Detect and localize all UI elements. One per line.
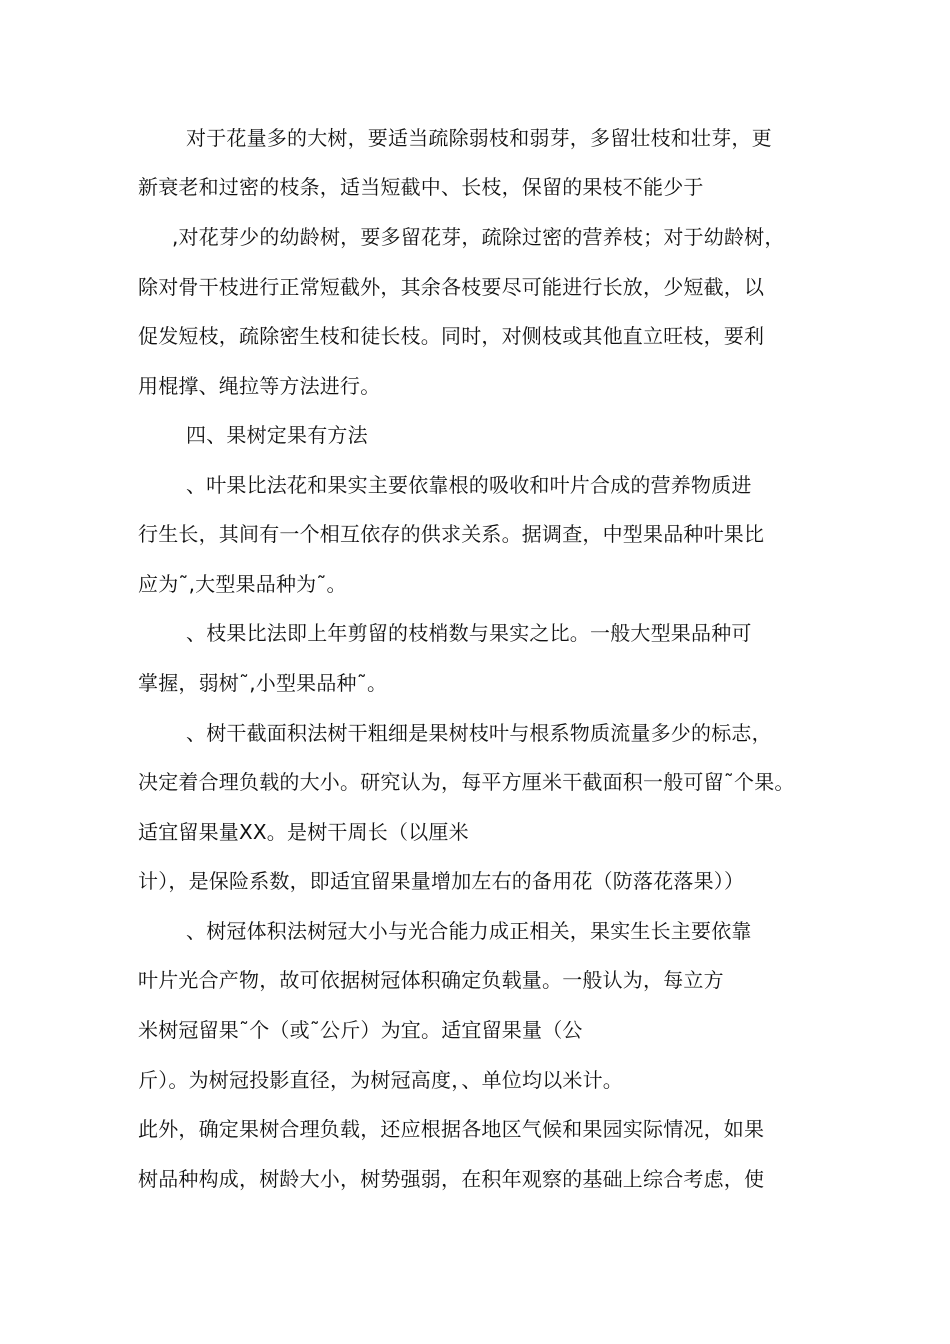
text-line-3: ,对花芽少的幼龄树，要多留花芽，疏除过密的营养枝；对于幼龄树， [172, 225, 785, 249]
text-line-18: 叶片光合产物，故可依据树冠体积确定负载量。一般认为，每立方 [138, 968, 724, 992]
text-line-1: 对于花量多的大树，要适当疏除弱枝和弱芽，多留壮枝和壮芽，更 [186, 126, 772, 150]
text-line-4: 除对骨干枝进行正常短截外，其余各枝要尽可能进行长放，少短截，以 [138, 275, 765, 299]
text-line-8: 、叶果比法花和果实主要依靠根的吸收和叶片合成的营养物质进 [186, 473, 752, 497]
text-line-17: 、树冠体积法树冠大小与光合能力成正相关，果实生长主要依靠 [186, 919, 752, 943]
text-line-5: 促发短枝，疏除密生枝和徒长枝。同时，对侧枝或其他直立旺枝，要利 [138, 324, 765, 348]
text-line-12: 掌握，弱树˜,小型果品种˜。 [138, 671, 388, 695]
text-line-22: 树品种构成，树龄大小，树势强弱，在积年观察的基础上综合考虑，使 [138, 1167, 765, 1191]
text-line-21: 此外，确定果树合理负载，还应根据各地区气候和果园实际情况，如果 [138, 1117, 765, 1141]
text-line-16: 计），是保险系数，即适宜留果量增加左右的备用花（防落花落果）） [138, 869, 745, 893]
text-line-6: 用棍撑、绳拉等方法进行。 [138, 374, 381, 398]
text-line-14: 决定着合理负载的大小。研究认为，每平方厘米干截面积一般可留˜个果。 [138, 770, 795, 794]
text-line-15: 适宜留果量XX。是树干周长（以厘米 [138, 820, 469, 844]
text-line-11: 、枝果比法即上年剪留的枝梢数与果实之比。一般大型果品种可 [186, 621, 752, 645]
text-line-20: 斤）。为树冠投影直径，为树冠高度，、单位均以米计。 [138, 1068, 623, 1092]
text-line-10: 应为˜,大型果品种为˜。 [138, 572, 347, 596]
text-line-19: 米树冠留果˜个（或˜公斤）为宜。适宜留果量（公 [138, 1018, 583, 1042]
text-line-2: 新衰老和过密的枝条，适当短截中、长枝，保留的果枝不能少于 [138, 175, 704, 199]
text-line-9: 行生长，其间有一个相互依存的供求关系。据调查，中型果品种叶果比 [138, 522, 765, 546]
text-line-13: 、树干截面积法树干粗细是果树枝叶与根系物质流量多少的标志， [186, 721, 772, 745]
section-heading: 四、果树定果有方法 [186, 423, 368, 447]
